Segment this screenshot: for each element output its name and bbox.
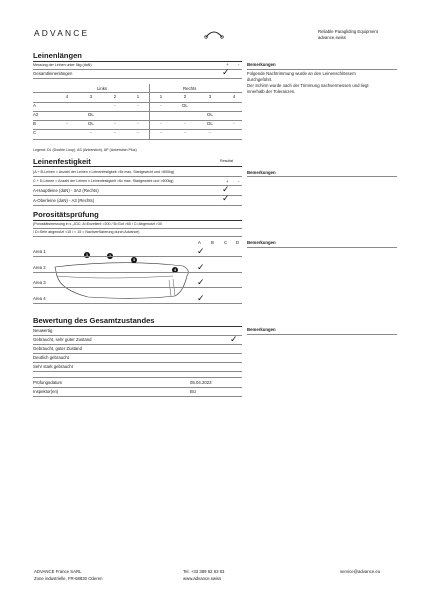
line-row-label: C (33, 130, 37, 135)
option-divider (33, 353, 242, 354)
footer-website: www.advance.swiss (183, 576, 222, 581)
header-website: advance.swiss (318, 35, 346, 40)
inspection-date-value: 05.04.2023 (190, 380, 212, 385)
remark-line: innerhalb der Toleranzen. (247, 89, 296, 94)
area-marker-3: 3 (133, 258, 135, 262)
area-marker-2: 2 (109, 254, 111, 258)
logo: ADVANCE (34, 28, 90, 38)
porosity-area-label: Area 2 (33, 265, 46, 270)
line-cell: - (90, 130, 92, 135)
strength-item-2-check-icon: ✓ (222, 194, 230, 204)
area-divider (33, 303, 242, 304)
total-check-icon: ✓ (222, 68, 230, 78)
row-divider (33, 139, 242, 140)
line-cell: DL (88, 121, 94, 126)
strength-plus: + (226, 179, 229, 184)
assessment-option: Deutlich gebraucht (33, 355, 69, 360)
area-divider (33, 272, 242, 273)
column-number: 3 (208, 94, 212, 99)
option-divider (33, 362, 242, 363)
line-cell: - (160, 121, 162, 126)
line-cell: - (114, 103, 116, 108)
porosity-area-label: Area 1 (33, 249, 46, 254)
option-divider (33, 335, 242, 336)
remark-line: Der Schirm wurde nach der Trimmung nachvermessen und liegt (247, 83, 369, 88)
line-row-label: B (33, 121, 36, 126)
footer-address: Zone industrielle, FR-68830 Oderen (34, 576, 103, 581)
assessment-check-icon: ✓ (230, 335, 238, 345)
line-row-label: A2 (33, 112, 39, 117)
column-number: 2 (113, 94, 117, 99)
grade-a-header: A (198, 240, 201, 245)
porosity-desc-1: (Porositätsmessung in s „JDC: A=Exzellent >200 / B=Gut >60 / C=Abgenutzt >30 (33, 222, 162, 226)
strength-item-1-check-icon: ✓ (222, 185, 230, 195)
strength-item-1: A-Hauptleine (daN) - 3A2 (Rechts) (33, 188, 99, 193)
column-number: 3 (89, 94, 93, 99)
minus-sign: - (238, 62, 240, 67)
column-number: 4 (232, 94, 236, 99)
line-cell: - (137, 103, 139, 108)
line-cell: - (137, 121, 139, 126)
inspection-date-label: Prüfungsdatum (33, 380, 63, 385)
strength-item-2: A-Oberleine (daN) - A3 (Rechts) (33, 198, 95, 203)
grade-b-header: B (211, 240, 214, 245)
assessment-option: Gebraucht, sehr guter Zustand (33, 337, 92, 342)
line-lengths-title: Leinenlängen (33, 51, 82, 60)
column-number: 1 (136, 94, 140, 99)
footer-company: ADVANCE France SARL (34, 569, 82, 574)
porosity-desc-2: / D=Sehr abgenutzt <15 / < 15 = Nachverfüzierung durch Advance) (33, 230, 140, 234)
line-cell: - (233, 121, 235, 126)
line-cell: - (114, 130, 116, 135)
remarks-title-strength: Bemerkungen (247, 170, 276, 175)
line-cell: - (209, 130, 211, 135)
line-cell: - (160, 130, 162, 135)
area-check-icon: ✓ (197, 278, 205, 288)
area-marker-1: 1 (86, 253, 88, 257)
remark-line: durchgeführt. (247, 77, 273, 82)
strength-minus: - (238, 179, 240, 184)
right-side-label: Rechts (183, 86, 197, 91)
grade-d-header: D (236, 240, 240, 245)
line-cell: - (160, 103, 162, 108)
total-line-lengths-label: Gesamtleinenlängen (33, 71, 73, 76)
strength-desc-1: (A + B-Leinen = Anzahl der Leinen x Leinenfestigkeit >8x max. Startgewicht und >800kg) (33, 170, 175, 174)
porosity-area-label: Area 3 (33, 280, 46, 285)
area-check-icon: ✓ (197, 247, 205, 257)
line-cell: - (184, 121, 186, 126)
assessment-option: Gebraucht, guter Zustand (33, 346, 82, 351)
option-divider (33, 371, 242, 372)
footer-email: service@advance.eu (340, 569, 381, 574)
plus-sign: + (226, 62, 229, 67)
remarks-title-porosity: Bemerkungen (247, 240, 276, 245)
assessment-option: Neuwertig (33, 328, 53, 333)
porosity-area-label: Area 4 (33, 296, 46, 301)
result-label: Resultat (220, 159, 234, 163)
column-number: 1 (159, 94, 163, 99)
inspector-label: Inspektor(en) (33, 389, 59, 394)
area-check-icon: ✓ (197, 294, 205, 304)
line-cell: DL (207, 121, 213, 126)
column-number: 4 (65, 94, 69, 99)
line-cell: DL (182, 103, 188, 108)
option-divider (33, 344, 242, 345)
assessment-title: Bewertung des Gesamtzustandes (33, 316, 155, 325)
left-side-label: Links (97, 86, 108, 91)
strength-desc-2: C + D-Leinen = Anzahl der Leinen x Leinenfestigkeit >6x max. Startgewicht und >600kg) (33, 179, 174, 183)
area-check-icon: ✓ (197, 263, 205, 273)
remarks-title-lengths: Bemerkungen (247, 62, 276, 67)
line-cell: - (137, 130, 139, 135)
advance-logo-icon (204, 29, 224, 39)
inspector-value: BU (190, 389, 196, 394)
line-strength-title: Leinenfestigkeit (33, 157, 91, 166)
grade-c-header: C (224, 240, 228, 245)
line-cell: - (66, 121, 68, 126)
footer-phone: Tel. +33 389 62 63 83 (183, 569, 225, 574)
header-tagline: Reliable Paragliding Equipment (318, 29, 378, 34)
remark-line: Folgende Nachtrimmung wurde an den Leinenschlössern (247, 71, 356, 76)
line-cell: DL (88, 112, 94, 117)
area-divider (33, 256, 242, 257)
remarks-title-assessment: Bemerkungen (247, 327, 276, 332)
measure-label: Messung der Leinen unter 5kg (daN) (33, 63, 92, 67)
line-legend: Legend: DL (Double Loop), AS (Ankerstich), AP (Ankerstich Plus) (33, 148, 137, 152)
area-marker-4: 4 (174, 268, 176, 272)
assessment-option: Sehr stark gebraucht (33, 364, 73, 369)
column-number: 2 (183, 94, 187, 99)
line-row-label: A (33, 103, 36, 108)
line-cell: - (114, 121, 116, 126)
line-cell: DL (207, 112, 213, 117)
porosity-title: Porositätsprüfung (33, 210, 99, 219)
area-divider (33, 287, 242, 288)
line-cell: - (184, 130, 186, 135)
